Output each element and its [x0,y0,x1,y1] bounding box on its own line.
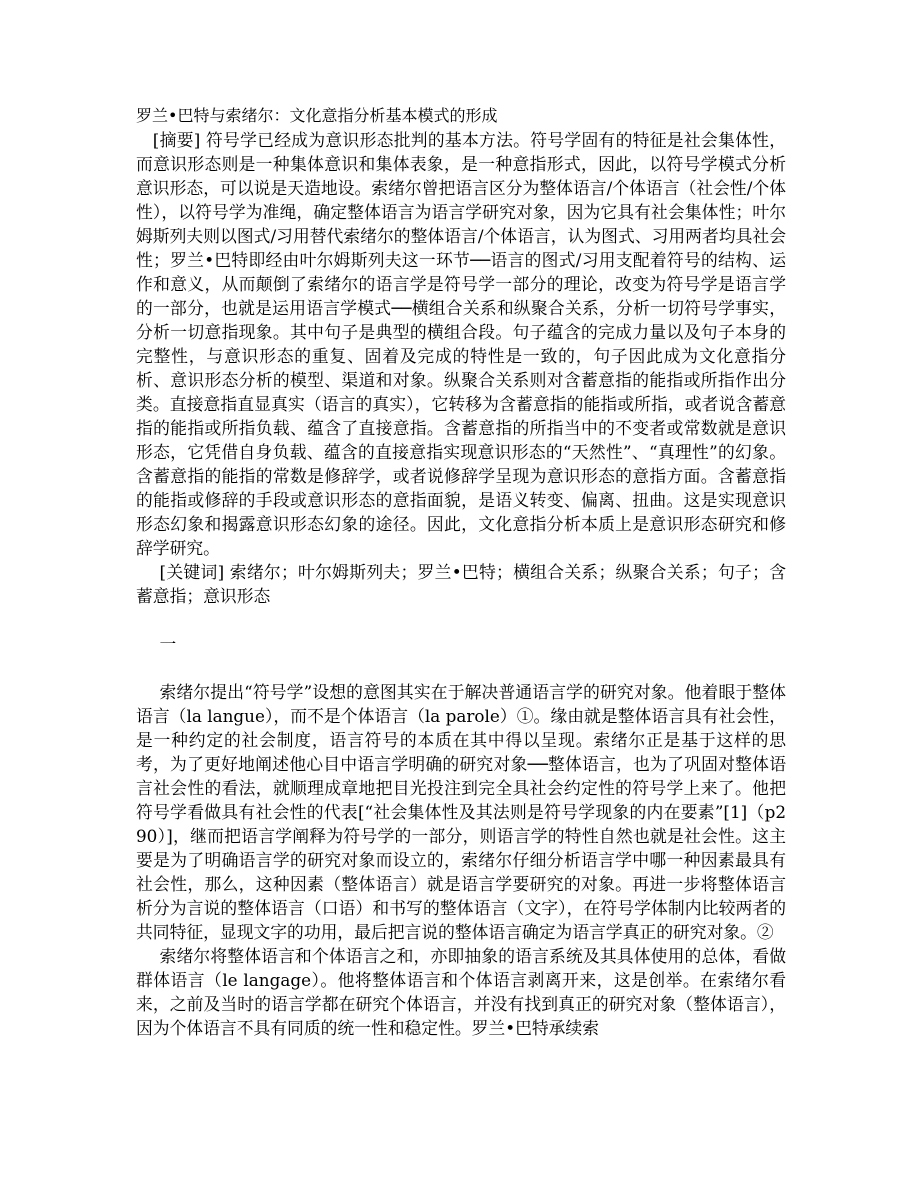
abstract-label: [摘要] [152,130,201,150]
abstract-text: 符号学已经成为意识形态批判的基本方法。符号学固有的特征是社会集体性，而意识形态则是一种集体意识和集体表象，是一种意指形式，因此，以符号学模式分析意识形态，可以说是天造地设。索绪尔曾把语言区分为整体语言/个体语言（社会性/个体性），以符号学为准绳，确定整体语言为语言学研究对象，因为它具有社会集体性；叶尔姆斯列夫则以图式/习用替代索绪尔的整体语言/个体语言，认为图式、习用两者均具社会性；罗兰•巴特即经由叶尔姆斯列夫这一环节──语言的图式/习用支配着符号的结构、运作和意义，从而颠倒了索绪尔的语言学是符号学一部分的理论，改变为符号学是语言学的一部分，也就是运用语言学模式──横组合关系和纵聚合关系，分析一切符号学事实，分析一切意指现象。其中句子是典型的横组合段。句子蕴含的完成力量以及句子本身的完整性，与意识形态的重复、固着及完成的特性是一致的，句子因此成为文化意指分析、意识形态分析的模型、渠道和对象。纵聚合关系则对含蓄意指的能指或所指作出分类。直接意指直显真实（语言的真实），它转移为含蓄意指的能指或所指，或者说含蓄意指的能指或所指负载、蕴含了直接意指。含蓄意指的所指当中的不变者或常数就是意识形态，它凭借自身负载、蕴含的直接意指实现意识形态的“天然性”、“真理性”的幻象。含蓄意指的能指的常数是修辞学，或者说修辞学呈现为意识形态的意指方面。含蓄意指的能指或修辞的手段或意识形态的意指面貌，是语义转变、偏离、扭曲。这是实现意识形态幻象和揭露意识形态幻象的途径。因此，文化意指分析本质上是意识形态研究和修辞学研究。 [136,130,786,558]
body-paragraph: 索绪尔提出“符号学”设想的意图其实在于解决普通语言学的研究对象。他着眼于整体语言（la langue），而不是个体语言（la parole）①。缘由就是整体语言具有社会性，是一种约定的社会制度，语言符号的本质在其中得以呈现。索绪尔正是基于这样的思考，为了更好地阐述他心目中语言学明确的研究对象──整体语言，也为了巩固对整体语言社会性的看法，就顺理成章地把目光投注到完全具社会约定性的符号学上来了。他把符号学看做具有社会性的代表[“社会集体性及其法则是符号学现象的内在要素”[1]（p290）]，继而把语言学阐释为符号学的一部分，则语言学的特性自然也就是社会性。这主要是为了明确语言学的研究对象而设立的，索绪尔仔细分析语言学中哪一种因素最具有社会性，那么，这种因素（整体语言）就是语言学要研究的对象。再进一步将整体语言析分为言说的整体语言（口语）和书写的整体语言（文字），在符号学体制内比较两者的共同特征，显现文字的功用，最后把言说的整体语言确定为语言学真正的研究对象。② [136,682,786,942]
keywords-label: [关键词] [159,562,225,582]
document-page [136,104,786,1040]
document-title: 罗兰•巴特与索绪尔：文化意指分析基本模式的形成 [136,106,498,125]
section-heading: 一 [159,634,177,654]
abstract-paragraph [136,128,786,560]
keywords-text: 索绪尔；叶尔姆斯列夫；罗兰•巴特；横组合关系；纵聚合关系；句子；含蓄意指；意识形态 [136,562,786,606]
body-paragraph: 索绪尔将整体语言和个体语言之和，亦即抽象的语言系统及其具体使用的总体，看做群体语言（le langage）。他将整体语言和个体语言剥离开来，这是创举。在索绪尔看来，之前及当时的语言学都在研究个体语言，并没有找到真正的研究对象（整体语言），因为个体语言不具有同质的统一性和稳定性。罗兰•巴特承续索 [136,946,786,1038]
keywords-paragraph [136,560,786,608]
